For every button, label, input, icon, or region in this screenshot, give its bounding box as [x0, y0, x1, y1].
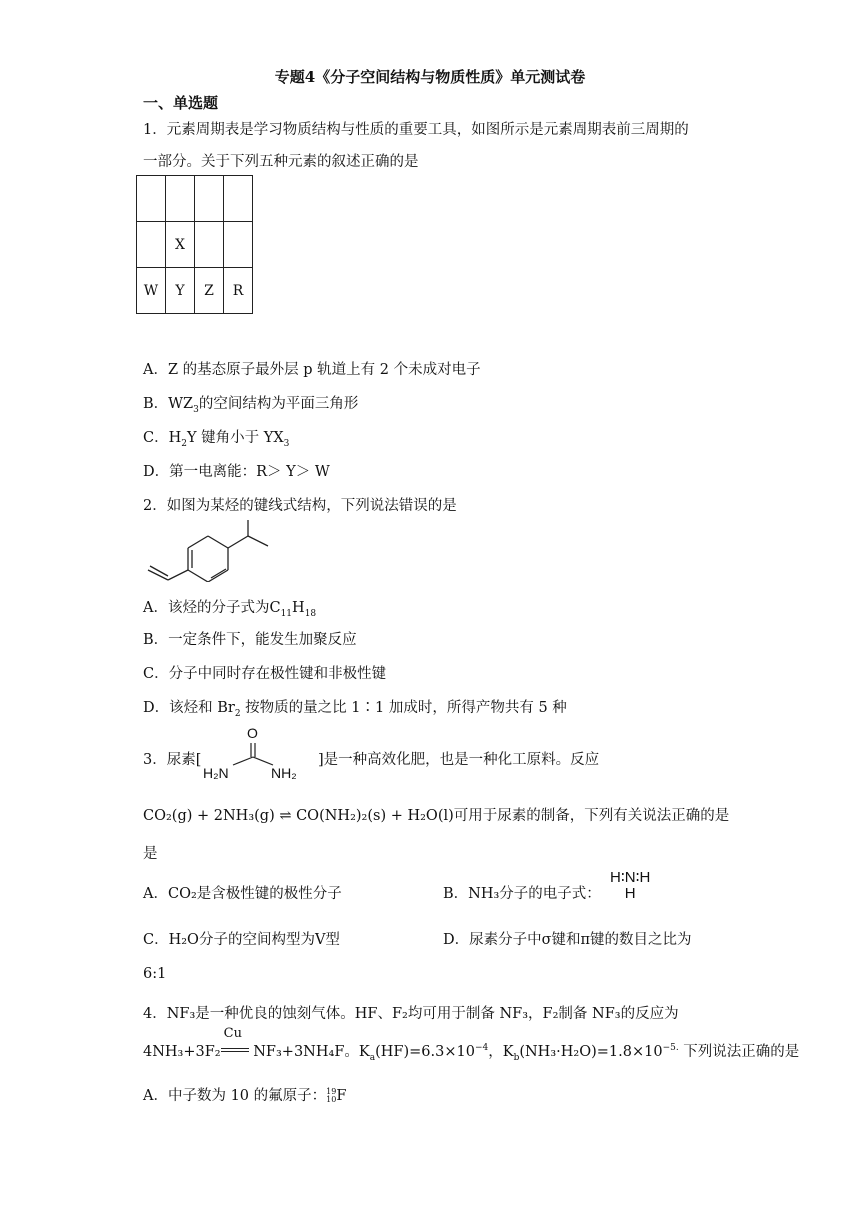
section-heading: 一、单选题 [143, 94, 219, 112]
lewis-top-row: H∶N∶H [610, 869, 651, 886]
q1-stem-line2: 一部分。关于下列五种元素的叙述正确的是 [143, 154, 419, 170]
q4-stem-line1: 4．NF₃是一种优良的蚀刻气体。HF、F₂均可用于制备 NF₃，F₂制备 NF₃的反应为 [143, 1006, 679, 1022]
table-cell [166, 176, 195, 222]
table-cell: Z [195, 268, 224, 314]
page-title: 专题4《分子空间结构与物质性质》单元测试卷 [274, 68, 586, 86]
table-cell: W [137, 268, 166, 314]
q1-option-c: C．$H_2Y$ 键角小于 $YX_3$ [143, 430, 290, 449]
urea-left-amine: H₂N [203, 765, 229, 781]
table-cell [224, 176, 253, 222]
q3-option-d: D．尿素分子中σ键和π键的数目之比为 [443, 932, 692, 948]
table-cell [224, 222, 253, 268]
urea-structure [203, 727, 303, 783]
table-cell [137, 222, 166, 268]
q2-option-c: C．分子中同时存在极性键和非极性键 [143, 666, 387, 682]
q1-stem-line1: 1．元素周期表是学习物质结构与性质的重要工具，如图所示是元素周期表前三周期的 [143, 122, 689, 138]
urea-bonds [203, 741, 303, 767]
periodic-table-fragment [136, 175, 253, 314]
q3-stem-pre: 3．尿素[ [143, 752, 202, 768]
q2-option-b: B．一定条件下，能发生加聚反应 [143, 632, 357, 648]
table-cell [195, 222, 224, 268]
reaction-condition-arrow [221, 1026, 249, 1056]
q1-option-b: B．$WZ_3$的空间结构为平面三角形 [143, 396, 359, 415]
q3-option-c: C．H₂O分子的空间构型为V型 [143, 932, 340, 948]
q1-option-d: D．第一电离能：R＞ Y＞ W [143, 464, 330, 480]
q2-stem: 2．如图为某烃的键线式结构，下列说法错误的是 [143, 498, 457, 514]
lewis-bottom-row: H [624, 885, 636, 902]
q3-stem-line3: 是 [143, 846, 158, 862]
q1-option-a: A．Z 的基态原子最外层 p 轨道上有 2 个未成对电子 [143, 362, 481, 378]
table-cell: X [166, 222, 195, 268]
nuclide-numbers: 19 10 [326, 1087, 337, 1104]
table-cell [137, 176, 166, 222]
ammonia-electron-formula [610, 870, 650, 902]
q3-option-b: B．NH₃分子的电子式： [443, 886, 601, 902]
skeletal-structure-diagram [140, 520, 280, 582]
q3-equation-line: CO₂(g) + 2NH₃(g) ⇌ CO(NH₂)₂(s) + H₂O(l)可用于尿素的制备，下列有关说法正确的是 [143, 808, 730, 824]
table-cell [195, 176, 224, 222]
q4-option-a: A．中子数为 10 的氟原子： 19 10 F [143, 1087, 347, 1104]
table-cell: R [224, 268, 253, 314]
q3-option-a: A．CO₂是含极性键的极性分子 [143, 886, 342, 902]
q2-option-a: A．该烃的分子式为$C_{11}H_{18}$ [143, 600, 317, 619]
q2-option-d: D．该烃和 $Br_2$ 按物质的量之比 1∶1 加成时，所得产物共有 5 种 [143, 700, 567, 719]
urea-oxygen: O [247, 725, 258, 741]
table-cell: Y [166, 268, 195, 314]
catalyst-label: Cu [223, 1026, 242, 1041]
q4-equation-line: 4NH₃+3F₂ Cu NF₃+3NH₄F。$K_a(HF)=6.3\times 10^{-4}$，$K_b(NH_3\cdot H_2O)=1.8\times 10^{-5.}$ 下列说法正确的是 [143, 1026, 800, 1063]
q3-stem-post: ]是一种高效化肥，也是一种化工原料。反应 [318, 752, 600, 768]
q3-option-d-continuation: 6:1 [143, 966, 167, 982]
urea-right-amine: NH₂ [271, 765, 297, 781]
